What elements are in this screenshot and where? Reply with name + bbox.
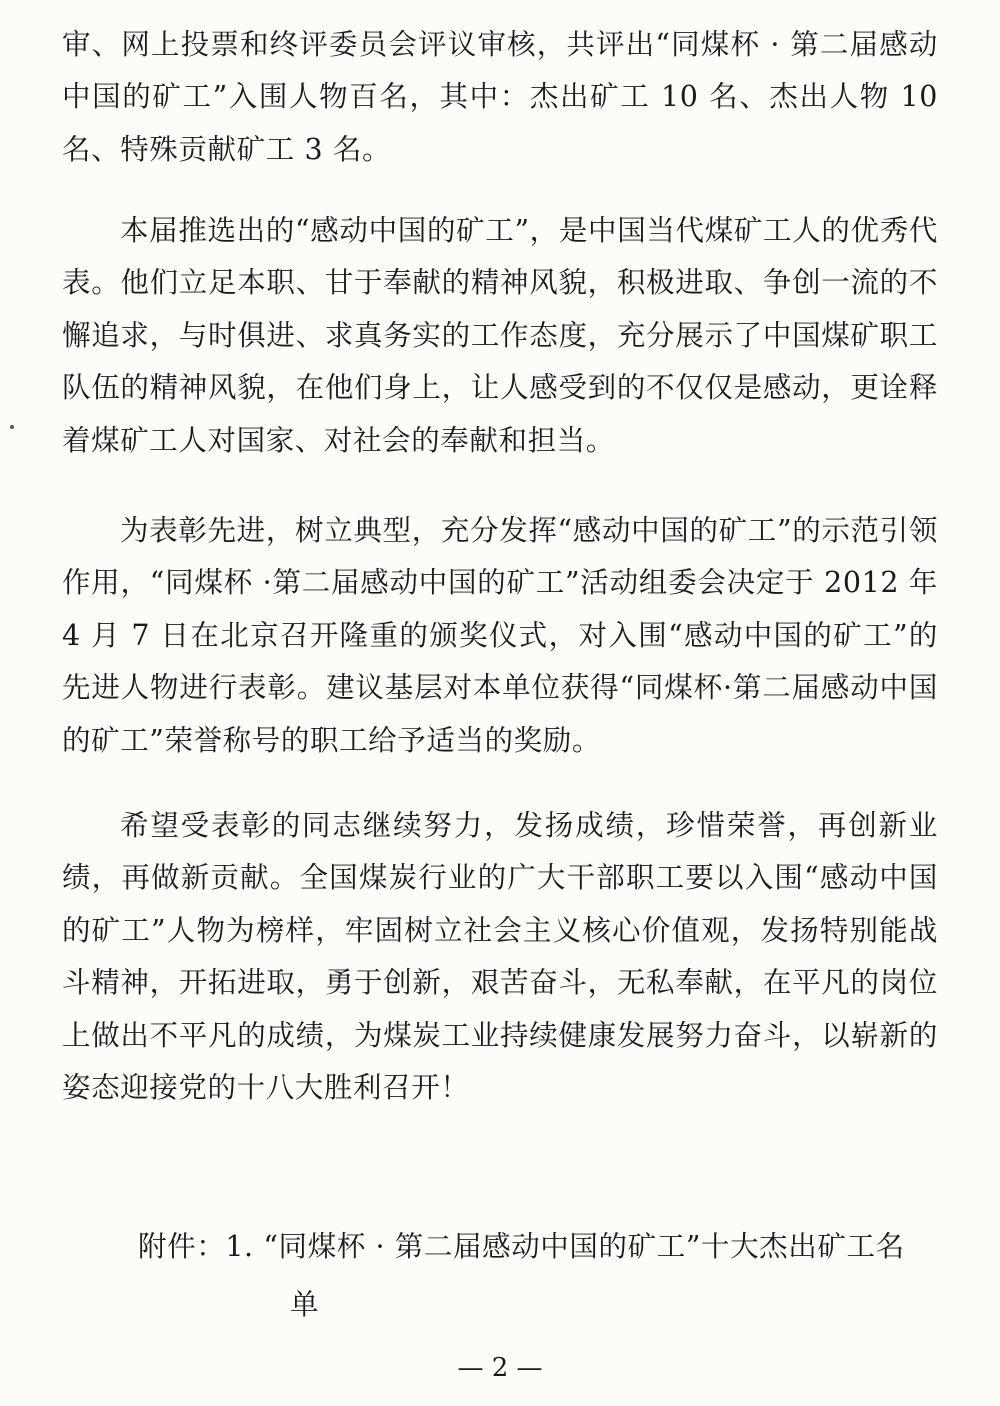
paragraph-2: 本届推选出的“感动中国的矿工”，是中国当代煤矿工人的优秀代表。他们立足本职、甘于奉献的精神风貌，积极进取、争创一流的不懈追求，与时俱进、求真务实的工作态度，充分展示了中国煤矿职工队伍的精神风貌，在他们身上，让人感受到的不仅仅是感动，更诠释着煤矿工人对国家、对社会的奉献和担当。 [62, 214, 938, 457]
attachment-line [138, 1218, 938, 1275]
paragraph-3: 为表彰先进，树立典型，充分发挥“感动中国的矿工”的示范引领作用，“同煤杯 ·第二届感动中国的矿工”活动组委会决定于 2012 年 4 月 7 日在北京召开隆重的颁奖仪式，对入围“感动中国的矿工”的先进人物进行表彰。建议基层对本单位获得“同煤杯·第二届感动中国的矿工”荣誉称号的职工给予适当的奖励。 [62, 514, 938, 757]
attachment-item-continued: 单 [290, 1288, 319, 1321]
attachment-label: 附件： [138, 1230, 226, 1263]
page-number: — 2 — [457, 1353, 543, 1383]
paragraph-4: 希望受表彰的同志继续努力，发扬成绩，珍惜荣誉，再创新业绩，再做新贡献。全国煤炭行业的广大干部职工要以入围“感动中国的矿工”人物为榜样，牢固树立社会主义核心价值观，发扬特别能战斗精神，开拓进取，勇于创新，艰苦奋斗，无私奉献，在平凡的岗位上做出不平凡的成绩，为煤炭工业持续健康发展努力奋斗，以崭新的姿态迎接党的十八大胜利召开！ [62, 809, 938, 1105]
attachment-item: 1. “同煤杯 · 第二届感动中国的矿工”十大杰出矿工名 [225, 1230, 905, 1263]
paragraph-1: 审、网上投票和终评委员会评议审核，共评出“同煤杯 · 第二届感动中国的矿工”入围人物百名，其中：杰出矿工 10 名、杰出人物 10 名、特殊贡献矿工 3 名。 [62, 28, 938, 166]
scan-speck [10, 425, 14, 429]
